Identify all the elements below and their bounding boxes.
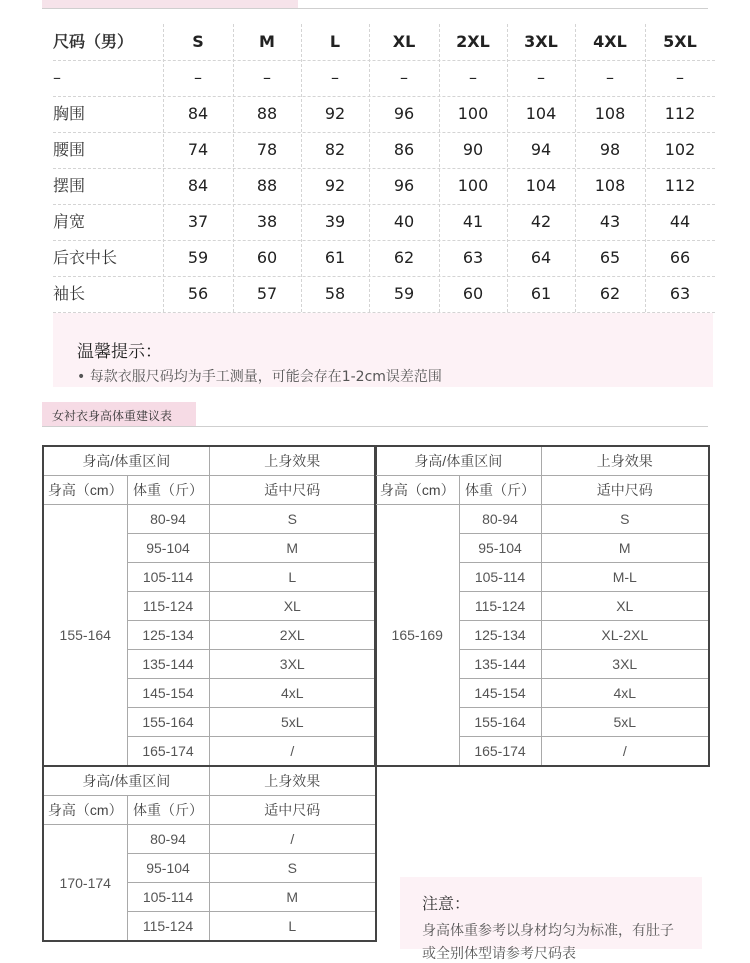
measure-label: 摆围 — [53, 176, 86, 195]
range-header: 身高/体重区间 — [43, 446, 209, 476]
size-header-cell: L — [329, 32, 341, 51]
size-chart-header-label: 尺码（男） — [53, 32, 134, 51]
measure-value: – — [469, 68, 477, 87]
fit-header: 适中尺码 — [209, 476, 376, 505]
measure-label: 肩宽 — [53, 212, 86, 231]
size-cell: 3XL — [209, 650, 376, 679]
measure-value: 112 — [664, 176, 696, 195]
height-weight-table — [42, 445, 377, 767]
effect-header: 上身效果 — [209, 766, 376, 796]
measure-value: 104 — [525, 176, 557, 195]
measure-value: 92 — [324, 176, 346, 195]
measure-value: 90 — [462, 140, 484, 159]
height-header: 身高（cm） — [43, 796, 127, 825]
measure-value: – — [676, 68, 684, 87]
height-header: 身高（cm） — [375, 476, 459, 505]
size-cell: / — [541, 737, 709, 767]
measure-value: – — [194, 68, 202, 87]
measure-value: 88 — [256, 176, 278, 195]
weight-range-cell: 125-134 — [459, 621, 541, 650]
size-chart-header-row — [53, 24, 715, 61]
height-weight-table — [42, 765, 377, 942]
measure-value: 41 — [462, 212, 484, 231]
measure-value: – — [400, 68, 408, 87]
size-header-cell: XL — [392, 32, 416, 51]
weight-range-cell: 115-124 — [459, 592, 541, 621]
tips-text: • 每款衣服尺码均为手工测量，可能会存在1-2cm误差范围 — [77, 369, 442, 385]
size-cell: 4xL — [209, 679, 376, 708]
measure-value: 61 — [324, 248, 346, 267]
measure-value: 60 — [256, 248, 278, 267]
measure-value: 66 — [669, 248, 691, 267]
measure-value: 59 — [187, 248, 209, 267]
size-cell: 3XL — [541, 650, 709, 679]
measure-label: 胸围 — [53, 104, 86, 123]
measure-label: 袖长 — [53, 284, 86, 303]
range-header: 身高/体重区间 — [375, 446, 541, 476]
measure-label: 腰围 — [53, 140, 86, 159]
weight-range-cell: 105-114 — [127, 563, 209, 592]
weight-range-cell: 145-154 — [459, 679, 541, 708]
weight-range-cell: 105-114 — [127, 883, 209, 912]
measure-value: 82 — [324, 140, 346, 159]
weight-range-cell: 155-164 — [459, 708, 541, 737]
weight-header: 体重（斤） — [459, 476, 541, 505]
measure-value: 102 — [664, 140, 696, 159]
size-cell: 5xL — [541, 708, 709, 737]
effect-header: 上身效果 — [541, 446, 709, 476]
size-header-cell: 2XL — [456, 32, 490, 51]
measure-value: 100 — [457, 104, 489, 123]
size-cell: XL — [209, 592, 376, 621]
size-chart-row — [53, 60, 715, 97]
height-range-cell: 155-164 — [43, 505, 127, 767]
weight-range-cell: 80-94 — [127, 825, 209, 854]
size-cell: / — [209, 737, 376, 767]
measure-label: 后衣中长 — [53, 248, 118, 267]
range-header: 身高/体重区间 — [43, 766, 209, 796]
size-header-cell: 5XL — [663, 32, 697, 51]
measure-value: 94 — [530, 140, 552, 159]
measure-value: 42 — [530, 212, 552, 231]
measure-value: 56 — [187, 284, 209, 303]
height-range-cell: 165-169 — [375, 505, 459, 767]
measure-value: 88 — [256, 104, 278, 123]
measure-value: 84 — [187, 104, 209, 123]
size-cell: S — [541, 505, 709, 534]
size-header-cell: 3XL — [524, 32, 558, 51]
weight-range-cell: 125-134 — [127, 621, 209, 650]
size-header-cell: S — [192, 32, 204, 51]
size-cell: 4xL — [541, 679, 709, 708]
note-title: 注意： — [422, 894, 471, 913]
measure-value: – — [263, 68, 271, 87]
size-chart-row — [53, 168, 715, 205]
size-cell: / — [209, 825, 376, 854]
weight-range-cell: 135-144 — [127, 650, 209, 679]
section-tab — [42, 402, 196, 426]
measure-value: 43 — [599, 212, 621, 231]
size-chart-row — [53, 240, 715, 277]
size-cell: M — [541, 534, 709, 563]
measure-value: – — [331, 68, 339, 87]
size-cell: XL-2XL — [541, 621, 709, 650]
measure-value: 63 — [669, 284, 691, 303]
measure-value: 38 — [256, 212, 278, 231]
height-weight-table — [374, 445, 710, 767]
measure-value: 74 — [187, 140, 209, 159]
measure-value: 60 — [462, 284, 484, 303]
size-cell: L — [209, 912, 376, 942]
measure-value: 44 — [669, 212, 691, 231]
measure-value: 96 — [393, 104, 415, 123]
weight-header: 体重（斤） — [127, 796, 209, 825]
measure-value: 62 — [393, 248, 415, 267]
weight-range-cell: 165-174 — [459, 737, 541, 767]
measure-label: – — [53, 68, 61, 87]
size-header-cell: M — [259, 32, 275, 51]
measure-value: 112 — [664, 104, 696, 123]
measure-value: 84 — [187, 176, 209, 195]
weight-range-cell: 80-94 — [127, 505, 209, 534]
measure-value: 78 — [256, 140, 278, 159]
weight-range-cell: 145-154 — [127, 679, 209, 708]
measure-value: 37 — [187, 212, 209, 231]
size-cell: 5xL — [209, 708, 376, 737]
measure-value: 100 — [457, 176, 489, 195]
measure-value: 108 — [594, 176, 626, 195]
size-cell: L — [209, 563, 376, 592]
weight-range-cell: 165-174 — [127, 737, 209, 767]
size-cell: M — [209, 534, 376, 563]
weight-range-cell: 155-164 — [127, 708, 209, 737]
size-cell: M-L — [541, 563, 709, 592]
size-cell: S — [209, 505, 376, 534]
measure-value: – — [606, 68, 614, 87]
section-title: 女衬衣身高体重建议表 — [52, 409, 173, 423]
size-cell: S — [209, 854, 376, 883]
measure-value: 61 — [530, 284, 552, 303]
size-header-cell: 4XL — [593, 32, 627, 51]
effect-header: 上身效果 — [209, 446, 376, 476]
note-text: 身高体重参考以身材均匀为标准，有肚子 — [422, 923, 674, 939]
note-box — [400, 877, 702, 962]
weight-range-cell: 115-124 — [127, 592, 209, 621]
measure-value: 63 — [462, 248, 484, 267]
measure-value: 65 — [599, 248, 621, 267]
size-chart-row — [53, 276, 715, 313]
weight-range-cell: 95-104 — [459, 534, 541, 563]
height-header: 身高（cm） — [43, 476, 127, 505]
measure-value: 92 — [324, 104, 346, 123]
measure-value: 40 — [393, 212, 415, 231]
measure-value: 39 — [324, 212, 346, 231]
measure-value: 64 — [530, 248, 552, 267]
measure-value: 58 — [324, 284, 346, 303]
size-cell: M — [209, 883, 376, 912]
size-chart-row — [53, 132, 715, 169]
weight-range-cell: 105-114 — [459, 563, 541, 592]
measure-value: 86 — [393, 140, 415, 159]
weight-range-cell: 95-104 — [127, 854, 209, 883]
measure-value: 59 — [393, 284, 415, 303]
note-text: 或全别体型请参考尺码表 — [422, 946, 576, 962]
measure-value: 98 — [599, 140, 621, 159]
measure-value: 62 — [599, 284, 621, 303]
weight-header: 体重（斤） — [127, 476, 209, 505]
size-cell: XL — [541, 592, 709, 621]
weight-range-cell: 135-144 — [459, 650, 541, 679]
fit-header: 适中尺码 — [541, 476, 709, 505]
tips-box — [53, 313, 713, 387]
divider — [42, 8, 708, 9]
weight-range-cell: 95-104 — [127, 534, 209, 563]
measure-value: 104 — [525, 104, 557, 123]
fit-header: 适中尺码 — [209, 796, 376, 825]
weight-range-cell: 80-94 — [459, 505, 541, 534]
size-chart-row — [53, 204, 715, 241]
divider — [42, 426, 708, 427]
measure-value: – — [537, 68, 545, 87]
measure-value: 108 — [594, 104, 626, 123]
size-chart-row — [53, 96, 715, 133]
tips-title: 温馨提示： — [77, 342, 162, 362]
weight-range-cell: 115-124 — [127, 912, 209, 942]
measure-value: 96 — [393, 176, 415, 195]
height-range-cell: 170-174 — [43, 825, 127, 942]
measure-value: 57 — [256, 284, 278, 303]
size-cell: 2XL — [209, 621, 376, 650]
